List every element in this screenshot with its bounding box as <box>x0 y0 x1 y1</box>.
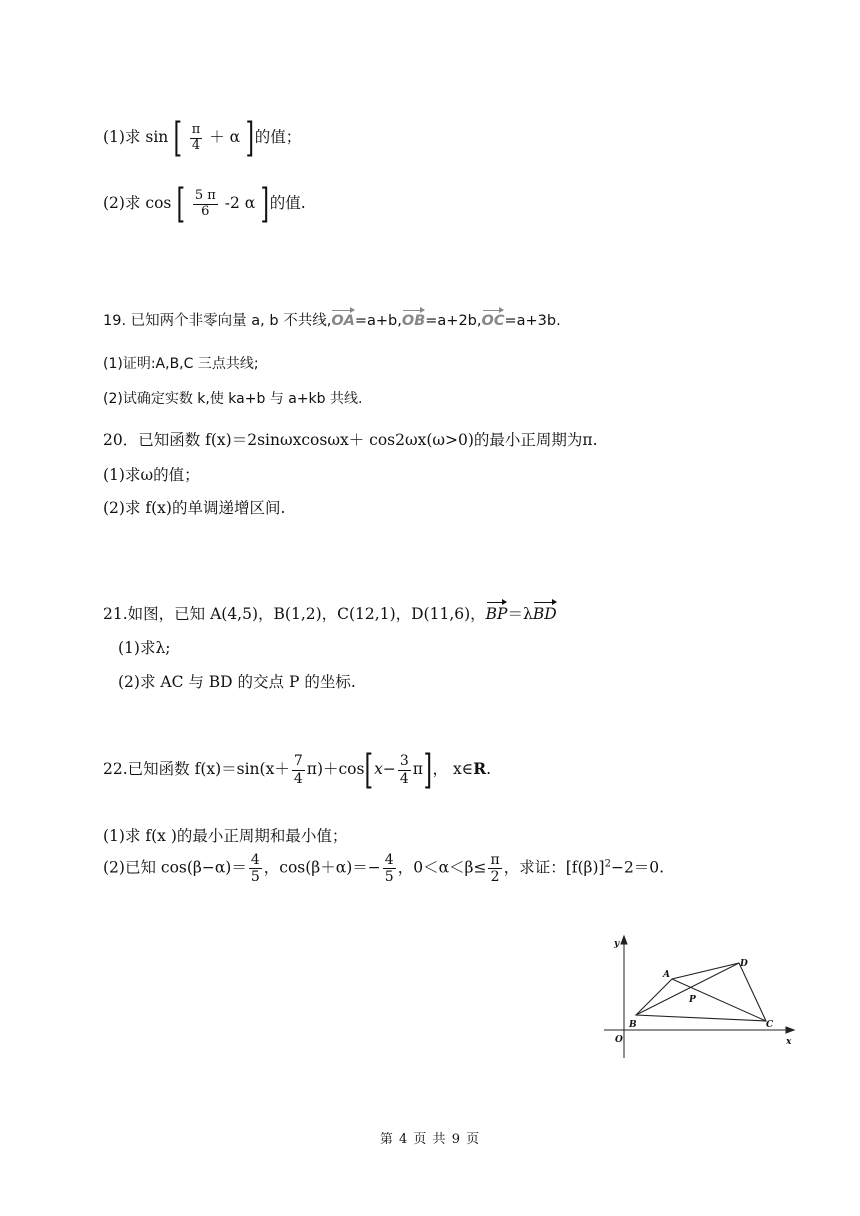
fraction-numerator: 4 <box>384 852 394 868</box>
label-y: y <box>614 939 620 949</box>
q22-p2-d: ，求证：[f(β)] <box>503 858 605 877</box>
q22-stem <box>103 747 492 793</box>
q19-p2-prefix: (2)试确定实数 k,使 <box>103 391 224 407</box>
q18-part2 <box>103 181 306 227</box>
fraction-denominator: 2 <box>490 869 500 886</box>
q21-stem <box>103 604 557 624</box>
q20-stem: 20．已知函数 f(x)＝2sinωxcosωx＋ cos2ωx(ω>0)的最小正周期为π. <box>103 431 598 449</box>
q22-part1: (1)求 f(x )的最小正周期和最小值； <box>103 827 348 845</box>
q19-part1: (1)证明:A,B,C 三点共线; <box>103 356 259 372</box>
q18-p2-prefix: (2)求 cos <box>103 194 172 212</box>
real-set-symbol: R <box>473 759 487 778</box>
q19-p2-rest: ka+b 与 a+kb 共线. <box>223 391 363 407</box>
fraction-numerator: 7 <box>293 753 303 770</box>
label-c: C <box>766 1020 774 1030</box>
q22-fraction-pi-2 <box>488 852 501 885</box>
q22-p2-b: ，cos(β＋α)＝− <box>263 858 381 877</box>
q19-stem-text: 19. 已知两个非零向量 a, b 不共线, <box>103 313 332 329</box>
vector-ob: OB <box>401 313 426 329</box>
q22-stem-middle: π)＋cos <box>306 760 365 778</box>
fraction-numerator: 3 <box>399 753 409 770</box>
q19-oa-value: =a+b, <box>354 313 402 329</box>
q18-part1 <box>103 115 302 161</box>
q22-stem-end: . <box>486 760 492 778</box>
vector-bp: BP <box>485 605 508 623</box>
fraction-numerator: π <box>191 121 201 137</box>
q22-fraction-3-4 <box>398 753 411 786</box>
right-bracket: ] <box>423 747 433 793</box>
q22-p2-a: (2)已知 cos(β−α)＝ <box>103 858 247 877</box>
label-d: D <box>740 959 748 969</box>
fraction-denominator: 4 <box>293 770 303 787</box>
q18-p1-fraction <box>190 123 203 154</box>
vector-oa: OA <box>331 313 355 329</box>
q21-equals-lambda: ＝λ <box>507 605 533 623</box>
label-x: x <box>786 1037 792 1047</box>
q21-part2: (2)求 AC 与 BD 的交点 P 的坐标. <box>118 673 356 691</box>
q18-p2-fraction <box>193 189 218 220</box>
q19-stem <box>103 312 561 331</box>
label-b: B <box>629 1020 637 1030</box>
superscript-2: 2 <box>604 858 611 870</box>
q18-p2-suffix: 的值. <box>269 194 306 212</box>
q21-part1: (1)求λ; <box>118 639 171 657</box>
q20-part1: (1)求ω的值； <box>103 466 200 484</box>
page-footer: 第 4 页 共 9 页 <box>379 1132 481 1147</box>
fraction-denominator: 4 <box>191 137 201 153</box>
label-a: A <box>663 970 670 980</box>
fraction-denominator: 5 <box>384 869 394 886</box>
q22-stem-domain: ， x∈ <box>432 760 474 778</box>
left-bracket: [ <box>173 115 183 161</box>
fraction-numerator: 5 π <box>194 187 216 203</box>
left-bracket: [ <box>176 181 186 227</box>
q19-ob-value: =a+2b, <box>425 313 482 329</box>
x-axis-arrow <box>786 1027 794 1033</box>
q22-fraction-4-5-b <box>383 852 396 885</box>
q22-fraction-7-4 <box>292 753 305 786</box>
q18-p2-rest: -2 α <box>224 194 256 212</box>
fraction-denominator: 6 <box>201 203 210 219</box>
q22-fraction-4-5-a <box>249 852 262 885</box>
q18-p1-rest: ＋ α <box>209 128 241 146</box>
vector-oc: OC <box>481 313 505 329</box>
fraction-denominator: 4 <box>399 770 409 787</box>
q22-p2-c: ，0＜α＜β≤ <box>397 858 487 877</box>
fraction-numerator: π <box>490 852 500 868</box>
left-bracket: [ <box>364 747 374 793</box>
q22-inner-pi: π <box>412 760 423 778</box>
q21-stem-text: 21.如图，已知 A(4,5)，B(1,2)，C(12,1)，D(11,6)， <box>103 605 486 623</box>
segment-ac <box>672 979 766 1021</box>
right-bracket: ] <box>245 115 255 161</box>
fraction-numerator: 4 <box>250 852 260 868</box>
q20-part2: (2)求 f(x)的单调递增区间. <box>103 499 286 517</box>
label-o: O <box>615 1035 623 1045</box>
vector-bd: BD <box>532 605 557 623</box>
q22-part2 <box>103 852 664 885</box>
right-bracket: ] <box>260 181 270 227</box>
q22-p2-e: −2＝0. <box>610 858 665 877</box>
label-p: P <box>689 995 696 1005</box>
q19-part2 <box>103 390 362 408</box>
y-axis-arrow <box>621 936 627 944</box>
q18-p1-suffix: 的值； <box>254 128 302 146</box>
segment-bd <box>636 963 739 1015</box>
q22-stem-prefix: 22.已知函数 f(x)＝sin(x＋ <box>103 760 290 778</box>
q19-oc-value: =a+3b. <box>504 313 561 329</box>
q18-p1-prefix: (1)求 sin <box>103 128 169 146</box>
q21-figure <box>598 932 798 1060</box>
q22-inner-prefix: x− <box>374 760 396 778</box>
fraction-denominator: 5 <box>250 869 260 886</box>
